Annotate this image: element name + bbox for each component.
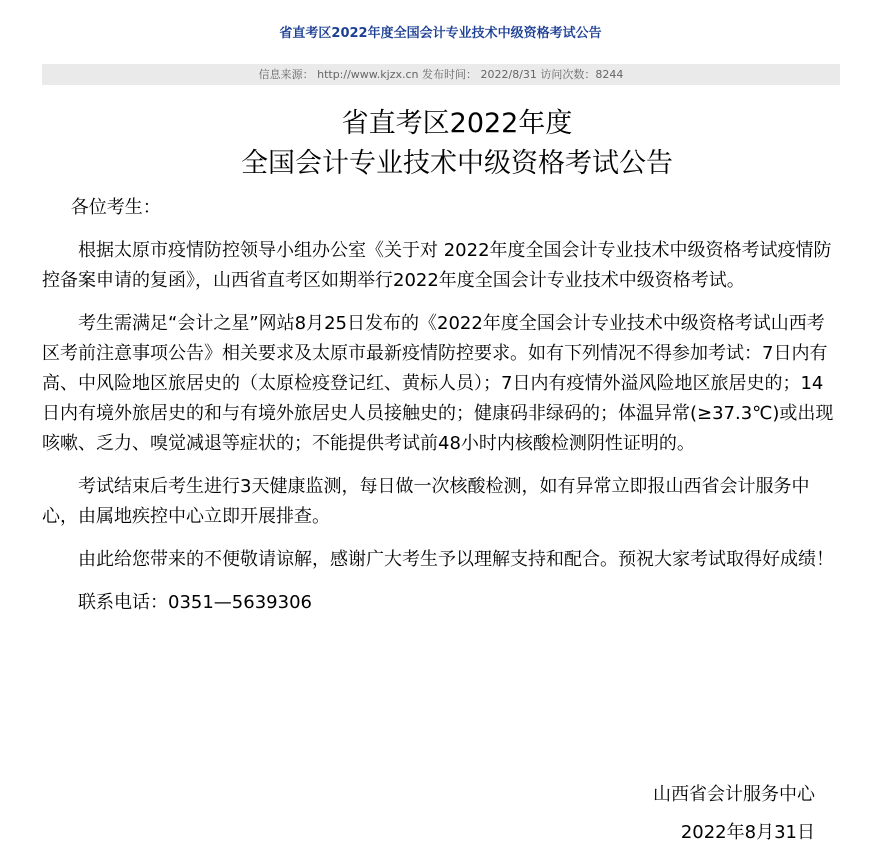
views-count: 8244 xyxy=(595,68,624,81)
article-body xyxy=(42,193,839,631)
contact-phone: 联系电话：0351—5639306 xyxy=(78,592,312,613)
paragraph-requirements: 考生需满足“会计之星”网站8月25日发布的《2022年度全国会计专业技术中级资格考试山西考区考前注意事项公告》相关要求及太原市最新疫情防控要求。如有下列情况不得参加考试：7日内有高、中风险地区旅居史的（太原检疫登记红、黄标人员）；7日内有疫情外溢风险地区旅居史的；14日内有境外旅居史的和与有境外旅居史人员接触史的；健康码非绿码的；体温异常(≥37.3℃)或出现咳嗽、乏力、嗅觉减退等症状的；不能提供考试前48小时内核酸检测阴性证明的。 xyxy=(42,313,834,454)
article-title-line-2: 全国会计专业技术中级资格考试公告 xyxy=(241,148,673,179)
article-info-bar xyxy=(42,64,840,85)
views-label: 访问次数： xyxy=(540,68,596,81)
source-label: 信息来源： xyxy=(258,68,314,81)
paragraph-basis: 根据太原市疫情防控领导小组办公室《关于对 2022年度全国会计专业技术中级资格考试疫情防控备案申请的复函》，山西省直考区如期举行2022年度全国会计专业技术中级资格考试。 xyxy=(42,240,832,291)
paragraph-monitoring: 考试结束后考生进行3天健康监测，每日做一次核酸检测，如有异常立即报山西省会计服务中心，由属地疾控中心立即开展排查。 xyxy=(42,476,810,527)
article-title xyxy=(0,104,881,184)
signature: 山西省会计服务中心 xyxy=(653,784,815,805)
article-title-line-1: 省直考区2022年度 xyxy=(341,108,573,139)
page-header-title: 省直考区2022年度全国会计专业技术中级资格考试公告 xyxy=(279,26,602,41)
paragraph-closing: 由此给您带来的不便敬请谅解，感谢广大考生予以理解支持和配合。预祝大家考试取得好成绩！ xyxy=(78,549,834,570)
source-link[interactable]: http://www.kjzx.cn xyxy=(317,68,419,81)
greeting: 各位考生： xyxy=(70,197,161,218)
publish-date: 2022/8/31 xyxy=(480,68,537,81)
publish-label: 发布时间： xyxy=(422,68,477,81)
publish-date-footer: 2022年8月31日 xyxy=(680,822,815,843)
